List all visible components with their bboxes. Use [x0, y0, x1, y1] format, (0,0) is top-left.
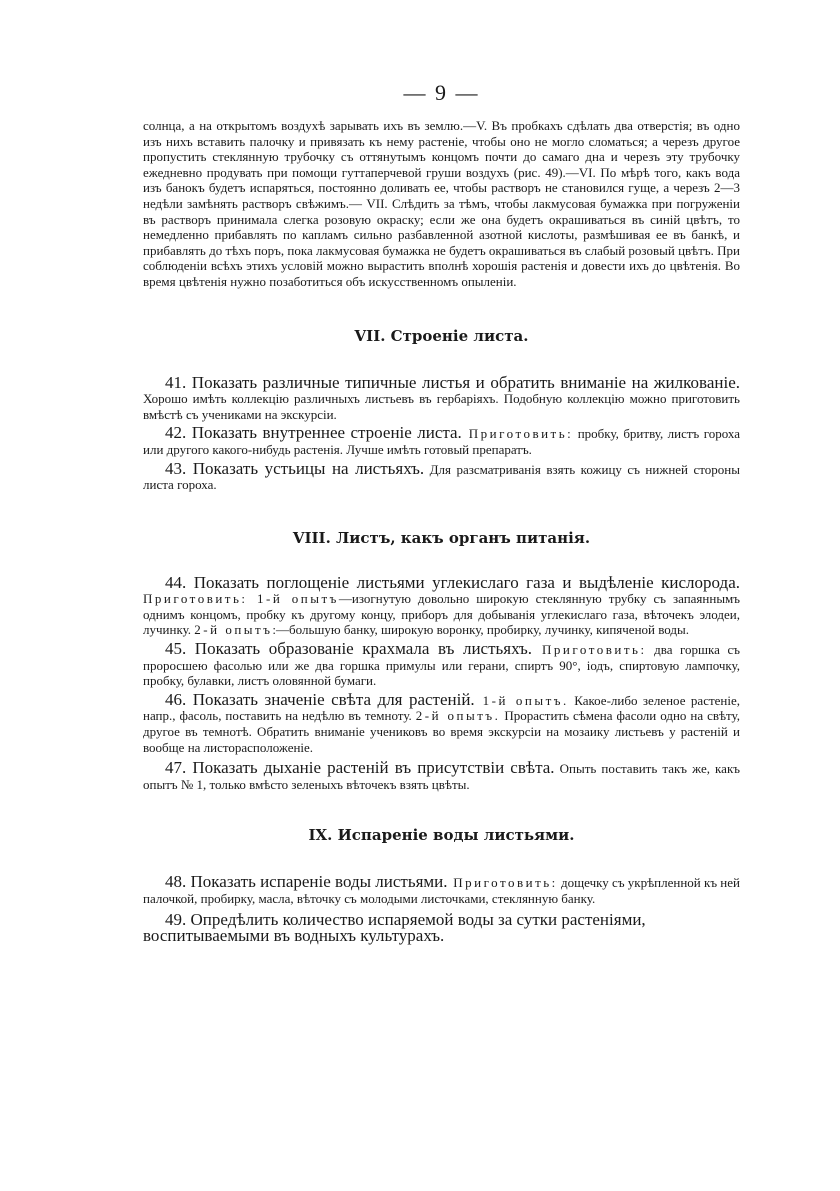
item-42-title: 42. Показать внутреннее строеніе листа. [165, 423, 462, 443]
item-42 [143, 425, 740, 457]
item-46-text-2: Прорастить сѣмена фасоли одно на свѣту, другое въ темнотѣ. Обратить вниманіе учениковъ во время экскурсіи на мозаику листьевъ у растеній и вообще на листорасположеніе. [143, 708, 740, 755]
item-43-title: 43. Показать устьицы на листьяхъ. [165, 458, 425, 478]
section-heading-vii: VII. Строеніе листа. [354, 326, 529, 345]
item-44-title: 44. Показать поглощеніе листьями углекислаго газа и выдѣленіе кислорода. [165, 572, 740, 592]
item-43 [143, 458, 740, 493]
item-45-text: два горшка съ проросшею фасолью или же два горшка примулы или герани, спиртъ 90°, іодъ, спиртовую лампочку, пробку, булавки, листъ оловянной бумаги. [143, 642, 740, 689]
item-41 [143, 372, 740, 423]
item-46-experiment-1: 1-й опытъ. [474, 692, 569, 708]
section-heading-ix: IX. Испареніе воды листьями. [308, 826, 575, 845]
item-48-text: дощечку съ укрѣпленной къ ней палочкой, пробирку, масла, вѣточку съ молодыми листочками, стеклянную банку. [143, 875, 740, 906]
item-47 [143, 760, 740, 792]
item-46 [143, 689, 740, 755]
item-45-prepare: Приготовить: [531, 642, 647, 658]
item-44-experiment-2: 2-й опытъ [194, 622, 273, 638]
item-49-title: 49. Опредѣлить количество испаряемой воды за сутки растеніями, воспитываемыми въ водныхъ культурахъ. [143, 909, 646, 946]
item-46-experiment-2: 2-й опытъ. [415, 708, 501, 724]
page-number: — 9 — [403, 80, 480, 105]
item-42-text: пробку, бритву, листъ гороха или другого какого-нибудь растенія. Лучше имѣть готовый препаратъ. [143, 426, 741, 457]
item-41-title: 41. Показать различные типичные листья и обратить вниманіе на жилкованіе. [165, 372, 740, 392]
item-44-text: —изогнутую довольно широкую стеклянную трубку съ запаяннымъ однимъ концомъ, пробку къ другому концу, приборъ для добыванія углекислаго газа, вѣточекъ элодеи, лучинку. [143, 591, 740, 638]
item-47-text: Опыть поставить такъ же, какъ опытъ № 1, только вмѣсто зеленыхъ вѣточекъ взять цвѣты. [143, 761, 740, 792]
intro-paragraph: солнца, а на открытомъ воздухѣ зарывать ихъ въ землю.—V. Въ пробкахъ сдѣлать два отверстія; въ одно изъ нихъ вставить палочку и привязать къ нему растеніе, чтобы оно не могло сломаться; а черезъ другое пропустить стеклянную трубочку съ оттянутымъ концомъ почти до самаго дна и черезъ эту трубочку ежедневно продувать при помощи гуттаперчевой груши воздухъ (рис. 49).—VI. По мѣрѣ того, какъ вода изъ банокъ будетъ испаряться, постоянно доливать ее, чтобы растворъ не становился гуще, а черезъ 2—3 недѣли замѣнять растворъ свѣжимъ.— VII. Слѣдить за тѣмъ, чтобы лакмусовая бумажка при погруженіи въ растворъ принимала слегка розовую окраску; если же она будетъ окрашиваться въ синій цвѣтъ, то немедленно прибавлять по капламъ сильно разбавленной азотной кислоты, размѣшивая ее въ банкѣ, и прибавлять до тѣхъ поръ, пока лакмусовая бумажка не будетъ окрашиваться въ слабый розовый цвѣтъ. При соблюденіи всѣхъ этихъ условій можно вырастить вполнѣ хорошія растенія и довести ихъ до цвѣтенія. Во время цвѣтенія нужно позаботиться объ искусственномъ опыленіи. [143, 118, 740, 289]
item-42-prepare: Приготовить: [461, 426, 574, 442]
item-43-text: Для разсматриванія взять кожицу съ нижней стороны листа гороха. [143, 461, 740, 493]
item-41-text: Хорошо имѣть коллекцію различныхъ листьевъ въ гербаріяхъ. Подобную коллекцію можно приготовить вмѣстѣ съ учениками на экскурсіи. [143, 391, 740, 422]
section-heading-viii: VIII. Листъ, какъ органъ питанія. [292, 528, 591, 547]
item-44-prepare: Приготовить: 1-й опытъ [143, 591, 339, 607]
item-48 [143, 874, 740, 906]
item-46-text: Какое-либо зеленое растеніе, напр., фасоль, поставить на недѣлю въ темноту. [143, 692, 740, 724]
item-47-title: 47. Показать дыханіе растеній въ присутствіи свѣта. [165, 758, 555, 778]
item-44-text-2: :—большую банку, широкую воронку, пробирку, лучинку, кипяченой воды. [272, 622, 690, 638]
item-49 [143, 909, 740, 946]
item-46-title: 46. Показать значеніе свѣта для растеній. [165, 689, 475, 709]
item-48-prepare: Приготовить: [447, 875, 558, 891]
item-48-title: 48. Показать испареніе воды листьями. [165, 872, 448, 892]
item-45-title: 45. Показать образованіе крахмала въ листьяхъ. [165, 639, 532, 659]
item-45 [143, 641, 740, 689]
document-page [143, 80, 740, 945]
item-44 [143, 572, 740, 638]
